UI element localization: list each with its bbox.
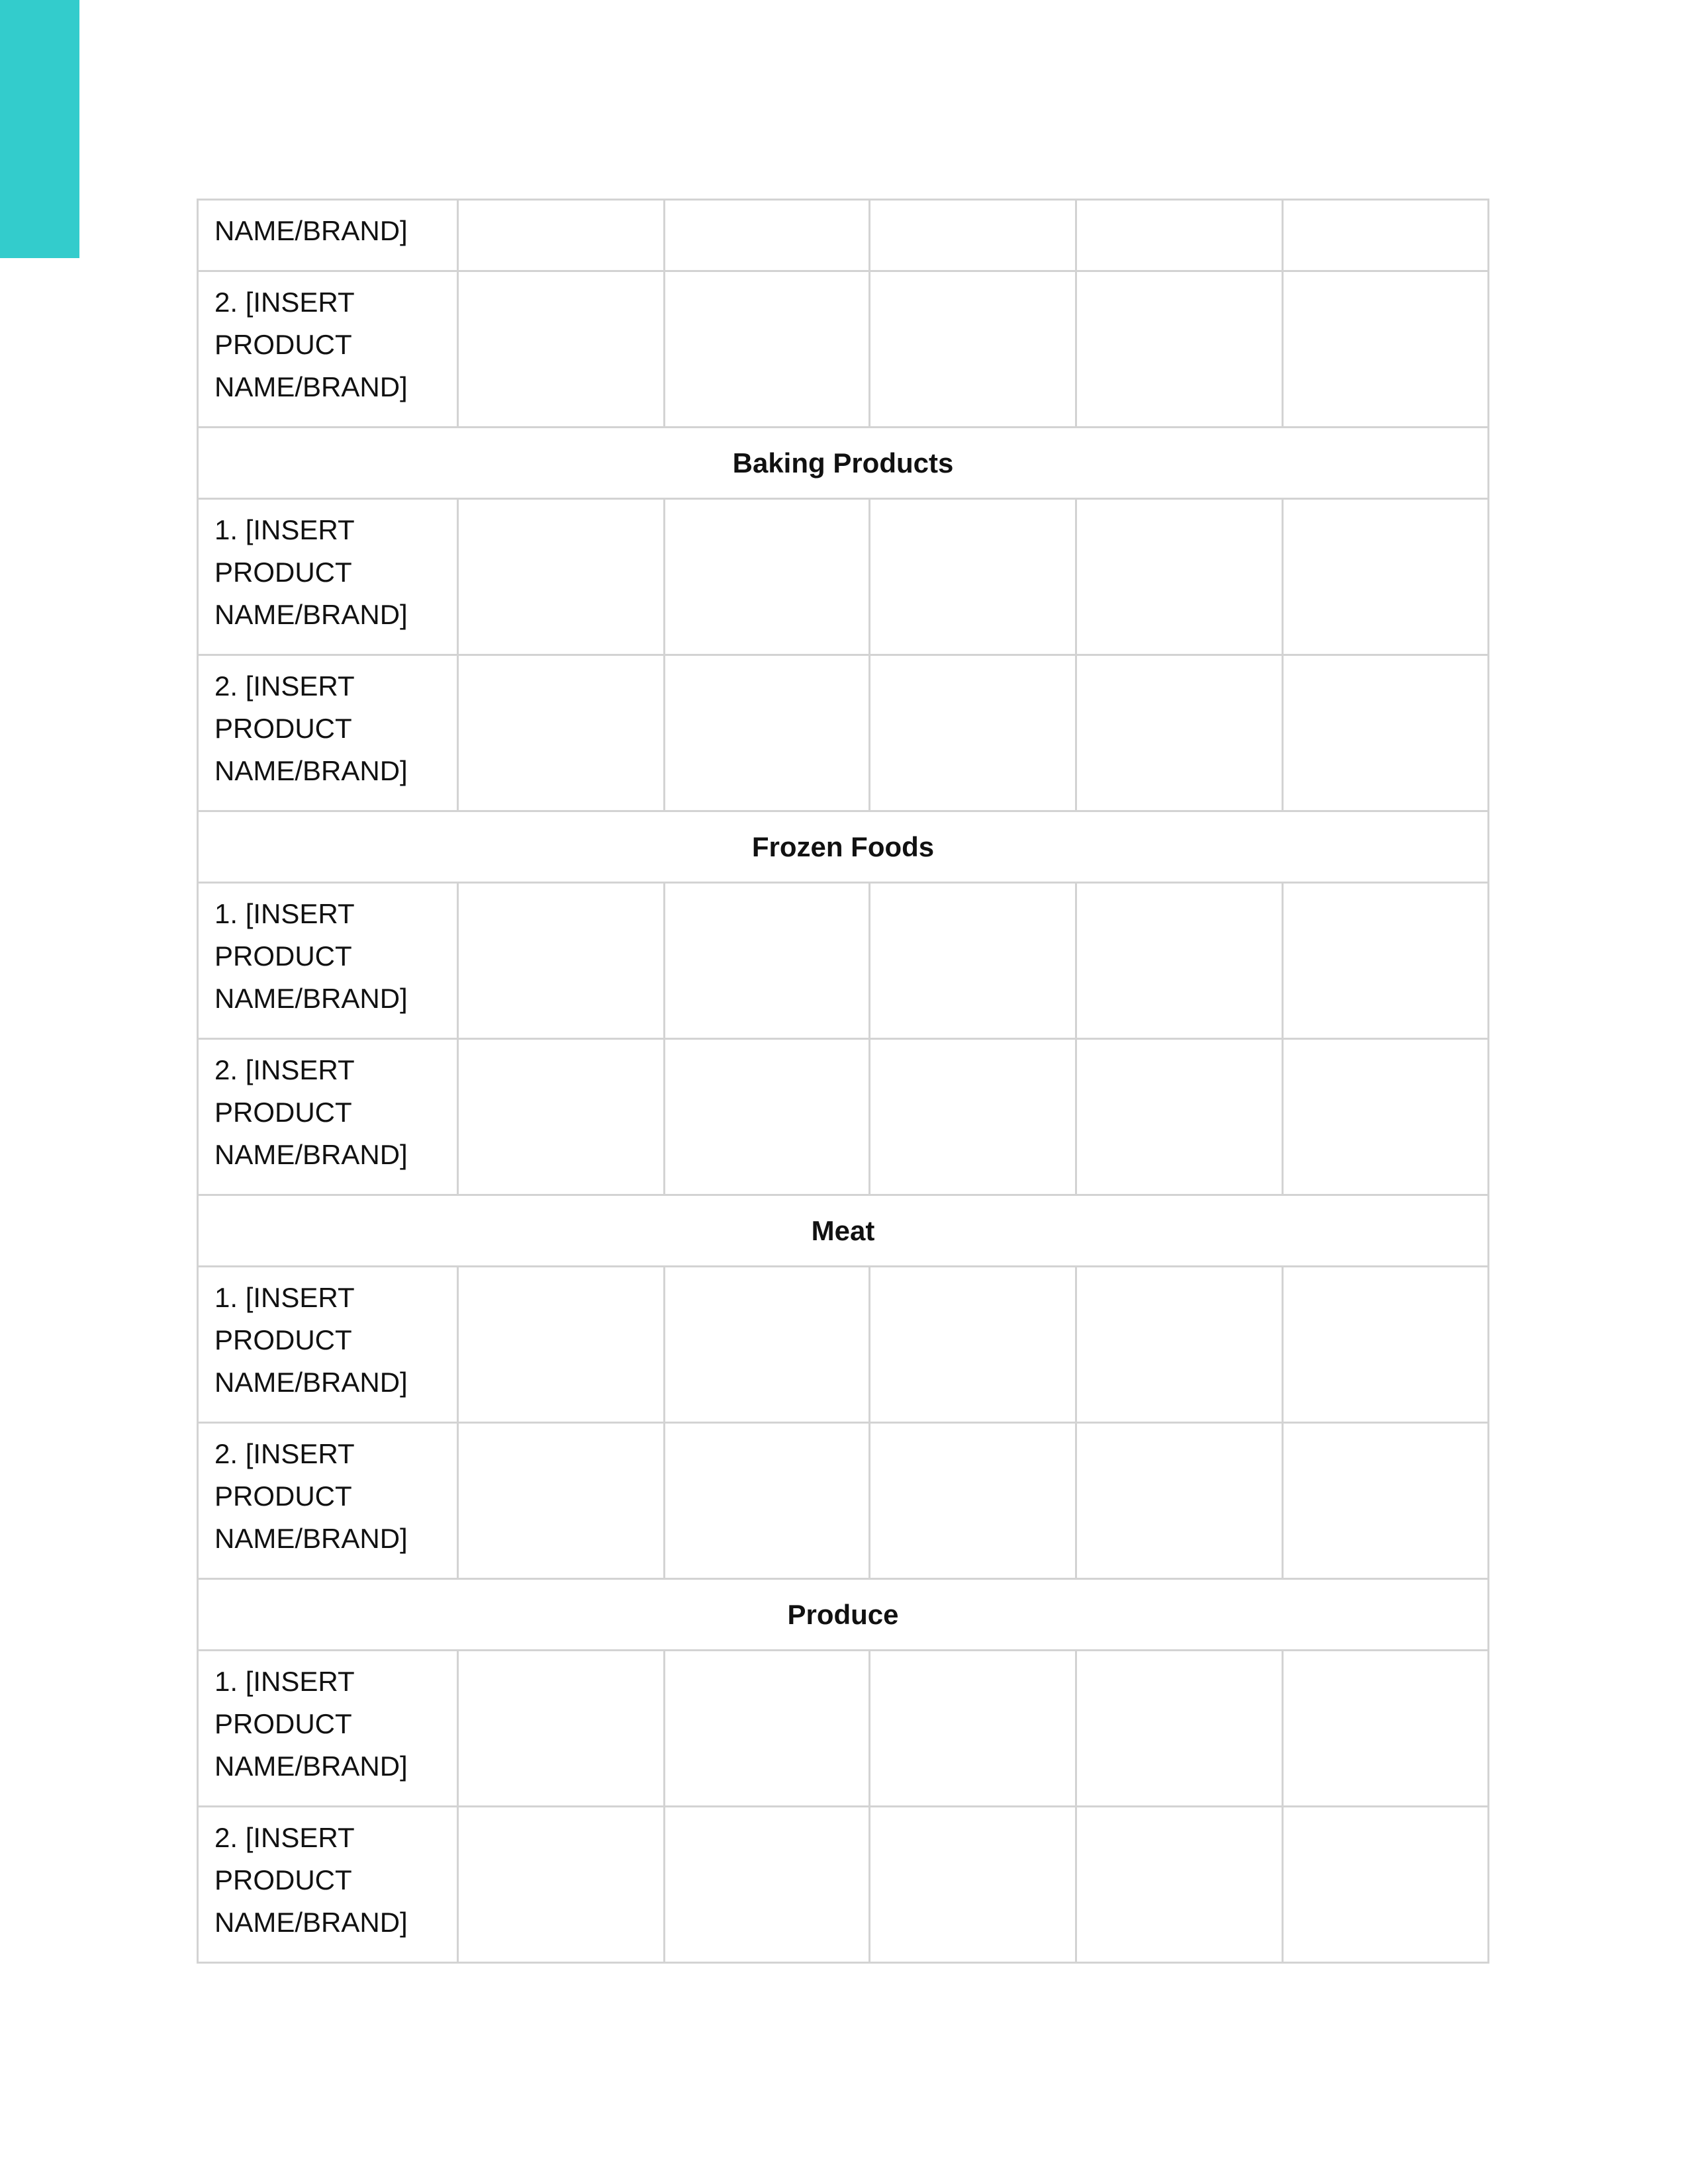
entry-cell[interactable]: [1283, 655, 1489, 811]
product-name-line: PRODUCT: [214, 940, 352, 972]
entry-cell[interactable]: [1283, 271, 1489, 428]
entry-cell[interactable]: [1076, 1423, 1283, 1579]
table-row: [198, 1267, 1489, 1423]
entry-cell[interactable]: [1283, 1267, 1489, 1423]
entry-cell[interactable]: [665, 1423, 870, 1579]
product-name-cell[interactable]: [198, 1267, 458, 1423]
entry-cell[interactable]: [870, 200, 1076, 271]
section-title: Baking Products: [198, 428, 1489, 499]
entry-cell[interactable]: [1076, 1267, 1283, 1423]
table-row: [198, 1039, 1489, 1195]
product-name-cell[interactable]: [198, 883, 458, 1039]
entry-cell[interactable]: [870, 1651, 1076, 1807]
entry-cell[interactable]: [665, 200, 870, 271]
table-row: [198, 271, 1489, 428]
table-row: [198, 1423, 1489, 1579]
entry-cell[interactable]: [1283, 1807, 1489, 1963]
product-table: [197, 199, 1489, 1964]
entry-cell[interactable]: [665, 1267, 870, 1423]
entry-cell[interactable]: [458, 499, 665, 655]
product-name-line: NAME/BRAND]: [214, 599, 408, 630]
section-row: [198, 811, 1489, 883]
entry-cell[interactable]: [458, 1039, 665, 1195]
entry-cell[interactable]: [458, 655, 665, 811]
entry-cell[interactable]: [1283, 1039, 1489, 1195]
entry-cell[interactable]: [870, 883, 1076, 1039]
entry-cell[interactable]: [870, 1423, 1076, 1579]
entry-cell[interactable]: [1076, 499, 1283, 655]
entry-cell[interactable]: [665, 655, 870, 811]
product-name-cell[interactable]: [198, 200, 458, 271]
entry-cell[interactable]: [458, 1807, 665, 1963]
entry-cell[interactable]: [1283, 883, 1489, 1039]
section-row: [198, 1579, 1489, 1651]
product-name-line: 2. [INSERT: [214, 1438, 355, 1469]
entry-cell[interactable]: [665, 499, 870, 655]
table-row: [198, 883, 1489, 1039]
entry-cell[interactable]: [665, 1039, 870, 1195]
entry-cell[interactable]: [1076, 655, 1283, 811]
entry-cell[interactable]: [1283, 1423, 1489, 1579]
entry-cell[interactable]: [1283, 200, 1489, 271]
entry-cell[interactable]: [870, 1039, 1076, 1195]
product-name-line: 1. [INSERT: [214, 514, 355, 545]
product-name-line: 2. [INSERT: [214, 1822, 355, 1853]
table-row: [198, 655, 1489, 811]
entry-cell[interactable]: [458, 1423, 665, 1579]
entry-cell[interactable]: [1283, 499, 1489, 655]
product-name-line: 1. [INSERT: [214, 1666, 355, 1697]
entry-cell[interactable]: [458, 200, 665, 271]
entry-cell[interactable]: [870, 655, 1076, 811]
entry-cell[interactable]: [1076, 1651, 1283, 1807]
product-name-line: NAME/BRAND]: [214, 1751, 408, 1782]
entry-cell[interactable]: [1076, 1807, 1283, 1963]
product-name-line: NAME/BRAND]: [214, 755, 408, 786]
accent-tab: [0, 0, 79, 258]
product-name-cell[interactable]: [198, 655, 458, 811]
entry-cell[interactable]: [870, 1267, 1076, 1423]
product-name-line: PRODUCT: [214, 1864, 352, 1895]
product-name-line: PRODUCT: [214, 1097, 352, 1128]
entry-cell[interactable]: [458, 1651, 665, 1807]
section-title: Meat: [198, 1195, 1489, 1267]
product-name-line: 2. [INSERT: [214, 1054, 355, 1085]
section-title: Frozen Foods: [198, 811, 1489, 883]
product-name-cell[interactable]: [198, 271, 458, 428]
entry-cell[interactable]: [458, 271, 665, 428]
product-name-line: PRODUCT: [214, 1708, 352, 1739]
table-row: [198, 200, 1489, 271]
entry-cell[interactable]: [870, 271, 1076, 428]
entry-cell[interactable]: [1076, 1039, 1283, 1195]
product-name-cell[interactable]: [198, 1039, 458, 1195]
entry-cell[interactable]: [1076, 271, 1283, 428]
entry-cell[interactable]: [665, 1651, 870, 1807]
product-name-line: 2. [INSERT: [214, 670, 355, 702]
section-row: [198, 1195, 1489, 1267]
product-name-cell[interactable]: [198, 1651, 458, 1807]
product-name-line: NAME/BRAND]: [214, 215, 408, 246]
product-name-line: NAME/BRAND]: [214, 1907, 408, 1938]
product-name-line: NAME/BRAND]: [214, 1367, 408, 1398]
product-name-line: PRODUCT: [214, 329, 352, 360]
entry-cell[interactable]: [665, 883, 870, 1039]
table-row: [198, 499, 1489, 655]
table-body: [198, 200, 1489, 1963]
entry-cell[interactable]: [870, 499, 1076, 655]
product-name-line: PRODUCT: [214, 1324, 352, 1355]
product-name-cell[interactable]: [198, 499, 458, 655]
section-title: Produce: [198, 1579, 1489, 1651]
entry-cell[interactable]: [1076, 883, 1283, 1039]
entry-cell[interactable]: [1076, 200, 1283, 271]
entry-cell[interactable]: [870, 1807, 1076, 1963]
product-name-line: 2. [INSERT: [214, 287, 355, 318]
product-name-line: NAME/BRAND]: [214, 1523, 408, 1554]
entry-cell[interactable]: [665, 271, 870, 428]
entry-cell[interactable]: [1283, 1651, 1489, 1807]
product-name-cell[interactable]: [198, 1807, 458, 1963]
entry-cell[interactable]: [458, 883, 665, 1039]
product-name-line: NAME/BRAND]: [214, 1139, 408, 1170]
product-name-line: 1. [INSERT: [214, 898, 355, 929]
product-name-line: NAME/BRAND]: [214, 371, 408, 402]
table-row: [198, 1651, 1489, 1807]
product-name-line: PRODUCT: [214, 1480, 352, 1512]
entry-cell[interactable]: [665, 1807, 870, 1963]
product-name-line: 1. [INSERT: [214, 1282, 355, 1313]
section-row: [198, 428, 1489, 499]
product-name-line: NAME/BRAND]: [214, 983, 408, 1014]
entry-cell[interactable]: [458, 1267, 665, 1423]
product-name-line: PRODUCT: [214, 557, 352, 588]
table-row: [198, 1807, 1489, 1963]
product-name-cell[interactable]: [198, 1423, 458, 1579]
product-name-line: PRODUCT: [214, 713, 352, 744]
